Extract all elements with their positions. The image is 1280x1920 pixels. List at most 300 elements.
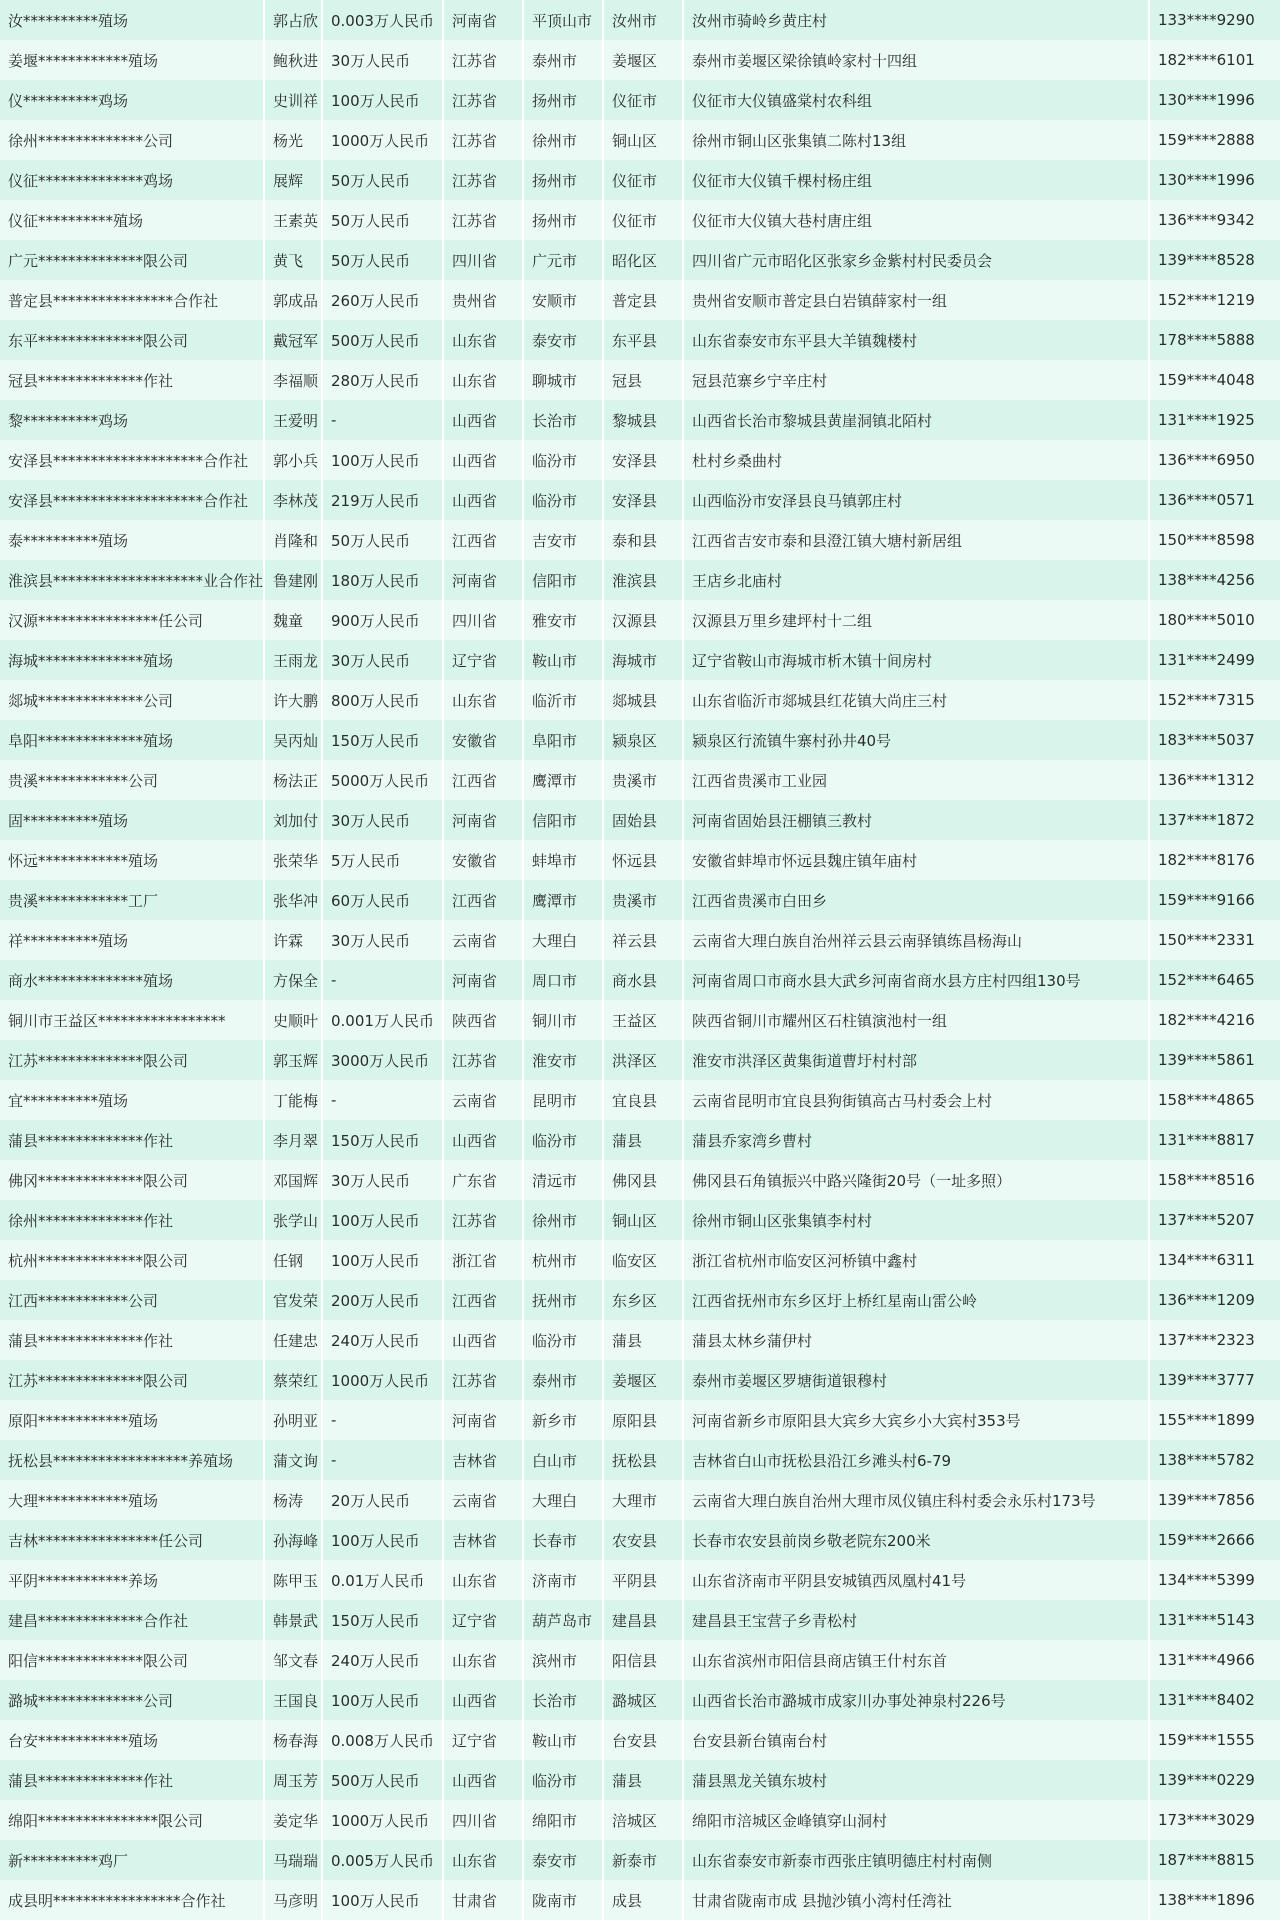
district-cell: 仪征市 (604, 160, 684, 200)
registered-capital-cell: 0.005万人民币 (323, 1840, 444, 1880)
phone-cell: 159****2888 (1150, 120, 1280, 160)
company-name-cell: 抚松县******************养殖场 (0, 1440, 265, 1480)
company-name-cell: 蒲县**************作社 (0, 1120, 265, 1160)
city-cell: 聊城市 (524, 360, 604, 400)
registered-capital-cell: 150万人民币 (323, 1120, 444, 1160)
registered-capital-cell: 30万人民币 (323, 40, 444, 80)
address-cell: 泰州市姜堰区梁徐镇岭家村十四组 (684, 40, 1150, 80)
province-cell: 江苏省 (444, 1200, 524, 1240)
phone-cell: 134****5399 (1150, 1560, 1280, 1600)
address-cell: 江西省贵溪市白田乡 (684, 880, 1150, 920)
table-row[interactable] (0, 360, 1280, 400)
address-cell: 浙江省杭州市临安区河桥镇中鑫村 (684, 1240, 1150, 1280)
table-row[interactable] (0, 0, 1280, 40)
company-name-cell: 新**********鸡厂 (0, 1840, 265, 1880)
address-cell: 泰州市姜堰区罗塘街道银穆村 (684, 1360, 1150, 1400)
province-cell: 广东省 (444, 1160, 524, 1200)
province-cell: 辽宁省 (444, 640, 524, 680)
company-name-cell: 佛冈**************限公司 (0, 1160, 265, 1200)
address-cell: 四川省广元市昭化区张家乡金紫村村民委员会 (684, 240, 1150, 280)
city-cell: 安顺市 (524, 280, 604, 320)
legal-person-cell: 郭玉辉 (265, 1040, 323, 1080)
legal-person-cell: 肖隆和 (265, 520, 323, 560)
city-cell: 长治市 (524, 400, 604, 440)
city-cell: 大理白 (524, 920, 604, 960)
table-row[interactable] (0, 920, 1280, 960)
table-row[interactable] (0, 1680, 1280, 1720)
province-cell: 山东省 (444, 320, 524, 360)
address-cell: 蒲县黑龙关镇东坡村 (684, 1760, 1150, 1800)
city-cell: 广元市 (524, 240, 604, 280)
registered-capital-cell: 240万人民币 (323, 1320, 444, 1360)
province-cell: 江苏省 (444, 200, 524, 240)
table-row[interactable] (0, 1200, 1280, 1240)
city-cell: 临汾市 (524, 480, 604, 520)
district-cell: 贵溪市 (604, 880, 684, 920)
table-row[interactable] (0, 320, 1280, 360)
table-row[interactable] (0, 1440, 1280, 1480)
address-cell: 江西省抚州市东乡区圩上桥红星南山雷公岭 (684, 1280, 1150, 1320)
table-row[interactable] (0, 1480, 1280, 1520)
table-row[interactable] (0, 480, 1280, 520)
city-cell: 鞍山市 (524, 640, 604, 680)
city-cell: 济南市 (524, 1560, 604, 1600)
district-cell: 东乡区 (604, 1280, 684, 1320)
city-cell: 扬州市 (524, 160, 604, 200)
district-cell: 海城市 (604, 640, 684, 680)
table-row[interactable] (0, 440, 1280, 480)
phone-cell: 134****6311 (1150, 1240, 1280, 1280)
table-row[interactable] (0, 120, 1280, 160)
company-name-cell: 姜堰************殖场 (0, 40, 265, 80)
company-name-cell: 仪征**************鸡场 (0, 160, 265, 200)
phone-cell: 131****1925 (1150, 400, 1280, 440)
registered-capital-cell: 1000万人民币 (323, 1360, 444, 1400)
phone-cell: 136****6950 (1150, 440, 1280, 480)
table-row[interactable] (0, 1280, 1280, 1320)
address-cell: 山西临汾市安泽县良马镇郭庄村 (684, 480, 1150, 520)
company-name-cell: 台安************殖场 (0, 1720, 265, 1760)
city-cell: 清远市 (524, 1160, 604, 1200)
table-row[interactable] (0, 240, 1280, 280)
city-cell: 信阳市 (524, 560, 604, 600)
company-name-cell: 徐州**************作社 (0, 1200, 265, 1240)
registered-capital-cell: - (323, 400, 444, 440)
table-row[interactable] (0, 1040, 1280, 1080)
company-name-cell: 仪征**********殖场 (0, 200, 265, 240)
company-name-cell: 平阴************养场 (0, 1560, 265, 1600)
registered-capital-cell: 50万人民币 (323, 520, 444, 560)
phone-cell: 138****5782 (1150, 1440, 1280, 1480)
province-cell: 江苏省 (444, 120, 524, 160)
province-cell: 吉林省 (444, 1520, 524, 1560)
province-cell: 山西省 (444, 440, 524, 480)
district-cell: 潞城区 (604, 1680, 684, 1720)
registered-capital-cell: 0.01万人民币 (323, 1560, 444, 1600)
phone-cell: 137****1872 (1150, 800, 1280, 840)
table-row[interactable] (0, 1160, 1280, 1200)
district-cell: 黎城县 (604, 400, 684, 440)
province-cell: 四川省 (444, 600, 524, 640)
table-row[interactable] (0, 560, 1280, 600)
phone-cell: 158****4865 (1150, 1080, 1280, 1120)
company-name-cell: 汝**********殖场 (0, 0, 265, 40)
province-cell: 江西省 (444, 520, 524, 560)
phone-cell: 139****5861 (1150, 1040, 1280, 1080)
legal-person-cell: 杨春海 (265, 1720, 323, 1760)
phone-cell: 131****8817 (1150, 1120, 1280, 1160)
phone-cell: 152****1219 (1150, 280, 1280, 320)
district-cell: 东平县 (604, 320, 684, 360)
table-row[interactable] (0, 880, 1280, 920)
city-cell: 铜川市 (524, 1000, 604, 1040)
province-cell: 江苏省 (444, 1040, 524, 1080)
province-cell: 辽宁省 (444, 1600, 524, 1640)
province-cell: 云南省 (444, 920, 524, 960)
address-cell: 江西省吉安市泰和县澄江镇大塘村新居组 (684, 520, 1150, 560)
legal-person-cell: 韩景武 (265, 1600, 323, 1640)
district-cell: 王益区 (604, 1000, 684, 1040)
province-cell: 江西省 (444, 760, 524, 800)
province-cell: 山东省 (444, 360, 524, 400)
registered-capital-cell: 800万人民币 (323, 680, 444, 720)
city-cell: 绵阳市 (524, 1800, 604, 1840)
city-cell: 长治市 (524, 1680, 604, 1720)
province-cell: 安徽省 (444, 720, 524, 760)
table-row[interactable] (0, 1400, 1280, 1440)
company-name-cell: 杭州**************限公司 (0, 1240, 265, 1280)
table-row[interactable] (0, 160, 1280, 200)
phone-cell: 136****1312 (1150, 760, 1280, 800)
phone-cell: 139****8528 (1150, 240, 1280, 280)
registered-capital-cell: 100万人民币 (323, 1880, 444, 1920)
table-row[interactable] (0, 400, 1280, 440)
registered-capital-cell: 20万人民币 (323, 1480, 444, 1520)
registered-capital-cell: 30万人民币 (323, 1160, 444, 1200)
company-name-cell: 郯城**************公司 (0, 680, 265, 720)
legal-person-cell: 史训祥 (265, 80, 323, 120)
district-cell: 祥云县 (604, 920, 684, 960)
district-cell: 汝州市 (604, 0, 684, 40)
table-row[interactable] (0, 760, 1280, 800)
registered-capital-cell: 219万人民币 (323, 480, 444, 520)
table-row[interactable] (0, 80, 1280, 120)
registered-capital-cell: 100万人民币 (323, 440, 444, 480)
district-cell: 姜堰区 (604, 1360, 684, 1400)
legal-person-cell: 王雨龙 (265, 640, 323, 680)
address-cell: 山东省泰安市东平县大羊镇魏楼村 (684, 320, 1150, 360)
table-row[interactable] (0, 1120, 1280, 1160)
province-cell: 江苏省 (444, 40, 524, 80)
registered-capital-cell: 100万人民币 (323, 1200, 444, 1240)
legal-person-cell: 黄飞 (265, 240, 323, 280)
table-row[interactable] (0, 1360, 1280, 1400)
city-cell: 泰安市 (524, 320, 604, 360)
city-cell: 新乡市 (524, 1400, 604, 1440)
district-cell: 临安区 (604, 1240, 684, 1280)
registered-capital-cell: - (323, 1080, 444, 1120)
district-cell: 原阳县 (604, 1400, 684, 1440)
registered-capital-cell: 150万人民币 (323, 1600, 444, 1640)
company-name-cell: 安泽县********************合作社 (0, 480, 265, 520)
legal-person-cell: 魏童 (265, 600, 323, 640)
district-cell: 冠县 (604, 360, 684, 400)
city-cell: 长春市 (524, 1520, 604, 1560)
company-name-cell: 冠县**************作社 (0, 360, 265, 400)
company-name-cell: 原阳************殖场 (0, 1400, 265, 1440)
city-cell: 滨州市 (524, 1640, 604, 1680)
phone-cell: 131****4966 (1150, 1640, 1280, 1680)
city-cell: 徐州市 (524, 1200, 604, 1240)
address-cell: 吉林省白山市抚松县沿江乡滩头村6-79 (684, 1440, 1150, 1480)
table-row[interactable] (0, 1880, 1280, 1920)
district-cell: 宜良县 (604, 1080, 684, 1120)
table-row[interactable] (0, 1720, 1280, 1760)
legal-person-cell: 吴丙灿 (265, 720, 323, 760)
province-cell: 河南省 (444, 1400, 524, 1440)
phone-cell: 159****9166 (1150, 880, 1280, 920)
table-row[interactable] (0, 1000, 1280, 1040)
company-name-cell: 大理************殖场 (0, 1480, 265, 1520)
table-row[interactable] (0, 200, 1280, 240)
province-cell: 山东省 (444, 680, 524, 720)
address-cell: 徐州市铜山区张集镇李村村 (684, 1200, 1150, 1240)
company-name-cell: 广元**************限公司 (0, 240, 265, 280)
phone-cell: 187****8815 (1150, 1840, 1280, 1880)
table-row[interactable] (0, 960, 1280, 1000)
province-cell: 山西省 (444, 1120, 524, 1160)
city-cell: 淮安市 (524, 1040, 604, 1080)
district-cell: 汉源县 (604, 600, 684, 640)
city-cell: 鹰潭市 (524, 880, 604, 920)
company-name-cell: 铜川市王益区***************** (0, 1000, 265, 1040)
district-cell: 新泰市 (604, 1840, 684, 1880)
table-row[interactable] (0, 840, 1280, 880)
table-row[interactable] (0, 1760, 1280, 1800)
table-row[interactable] (0, 1080, 1280, 1120)
province-cell: 陕西省 (444, 1000, 524, 1040)
district-cell: 建昌县 (604, 1600, 684, 1640)
city-cell: 蚌埠市 (524, 840, 604, 880)
table-row[interactable] (0, 280, 1280, 320)
phone-cell: 136****0571 (1150, 480, 1280, 520)
legal-person-cell: 蒲文询 (265, 1440, 323, 1480)
address-cell: 山东省泰安市新泰市西张庄镇明德庄村村南侧 (684, 1840, 1150, 1880)
address-cell: 汝州市骑岭乡黄庄村 (684, 0, 1150, 40)
phone-cell: 152****6465 (1150, 960, 1280, 1000)
province-cell: 江苏省 (444, 160, 524, 200)
address-cell: 仪征市大仪镇千棵村杨庄组 (684, 160, 1150, 200)
registered-capital-cell: 30万人民币 (323, 920, 444, 960)
company-name-cell: 贵溪************公司 (0, 760, 265, 800)
city-cell: 泰州市 (524, 40, 604, 80)
city-cell: 徐州市 (524, 120, 604, 160)
address-cell: 云南省大理白族自治州祥云县云南驿镇练昌杨海山 (684, 920, 1150, 960)
address-cell: 颍泉区行流镇牛寨村孙井40号 (684, 720, 1150, 760)
address-cell: 建昌县王宝营子乡青松村 (684, 1600, 1150, 1640)
district-cell: 普定县 (604, 280, 684, 320)
province-cell: 四川省 (444, 240, 524, 280)
legal-person-cell: 邓国辉 (265, 1160, 323, 1200)
district-cell: 台安县 (604, 1720, 684, 1760)
table-row[interactable] (0, 520, 1280, 560)
registered-capital-cell: 0.003万人民币 (323, 0, 444, 40)
province-cell: 山东省 (444, 1640, 524, 1680)
company-name-cell: 商水**************殖场 (0, 960, 265, 1000)
table-row[interactable] (0, 1520, 1280, 1560)
district-cell: 郯城县 (604, 680, 684, 720)
legal-person-cell: 王国良 (265, 1680, 323, 1720)
table-row[interactable] (0, 640, 1280, 680)
table-row[interactable] (0, 1640, 1280, 1680)
province-cell: 河南省 (444, 0, 524, 40)
legal-person-cell: 姜定华 (265, 1800, 323, 1840)
table-row[interactable] (0, 1320, 1280, 1360)
phone-cell: 173****3029 (1150, 1800, 1280, 1840)
city-cell: 陇南市 (524, 1880, 604, 1920)
phone-cell: 183****5037 (1150, 720, 1280, 760)
district-cell: 成县 (604, 1880, 684, 1920)
phone-cell: 131****5143 (1150, 1600, 1280, 1640)
district-cell: 阳信县 (604, 1640, 684, 1680)
registered-capital-cell: 100万人民币 (323, 1520, 444, 1560)
company-name-cell: 阜阳**************殖场 (0, 720, 265, 760)
address-cell: 贵州省安顺市普定县白岩镇薛家村一组 (684, 280, 1150, 320)
legal-person-cell: 李林茂 (265, 480, 323, 520)
district-cell: 商水县 (604, 960, 684, 1000)
district-cell: 贵溪市 (604, 760, 684, 800)
table-row[interactable] (0, 600, 1280, 640)
city-cell: 抚州市 (524, 1280, 604, 1320)
legal-person-cell: 展辉 (265, 160, 323, 200)
table-row[interactable] (0, 1600, 1280, 1640)
province-cell: 山东省 (444, 1840, 524, 1880)
registered-capital-cell: 0.001万人民币 (323, 1000, 444, 1040)
company-name-cell: 黎**********鸡场 (0, 400, 265, 440)
district-cell: 固始县 (604, 800, 684, 840)
city-cell: 吉安市 (524, 520, 604, 560)
province-cell: 江苏省 (444, 80, 524, 120)
company-name-cell: 潞城**************公司 (0, 1680, 265, 1720)
legal-person-cell: 鲍秋进 (265, 40, 323, 80)
province-cell: 江西省 (444, 880, 524, 920)
company-name-cell: 淮滨县********************业合作社 (0, 560, 265, 600)
phone-cell: 158****8516 (1150, 1160, 1280, 1200)
city-cell: 平顶山市 (524, 0, 604, 40)
address-cell: 甘肃省陇南市成 县抛沙镇小湾村任湾社 (684, 1880, 1150, 1920)
table-row[interactable] (0, 1240, 1280, 1280)
table-row[interactable] (0, 40, 1280, 80)
registered-capital-cell: 30万人民币 (323, 800, 444, 840)
legal-person-cell: 郭小兵 (265, 440, 323, 480)
phone-cell: 182****8176 (1150, 840, 1280, 880)
district-cell: 大理市 (604, 1480, 684, 1520)
address-cell: 佛冈县石角镇振兴中路兴隆街20号（一址多照） (684, 1160, 1150, 1200)
legal-person-cell: 许大鹏 (265, 680, 323, 720)
phone-cell: 139****0229 (1150, 1760, 1280, 1800)
registered-capital-cell: 5000万人民币 (323, 760, 444, 800)
city-cell: 大理白 (524, 1480, 604, 1520)
table-row[interactable] (0, 1800, 1280, 1840)
district-cell: 蒲县 (604, 1320, 684, 1360)
address-cell: 江西省贵溪市工业园 (684, 760, 1150, 800)
city-cell: 昆明市 (524, 1080, 604, 1120)
registered-capital-cell: - (323, 960, 444, 1000)
district-cell: 铜山区 (604, 120, 684, 160)
company-name-cell: 泰**********殖场 (0, 520, 265, 560)
legal-person-cell: 郭成品 (265, 280, 323, 320)
company-name-cell: 阳信**************限公司 (0, 1640, 265, 1680)
company-name-cell: 蒲县**************作社 (0, 1760, 265, 1800)
registered-capital-cell: 100万人民币 (323, 1240, 444, 1280)
address-cell: 绵阳市涪城区金峰镇穿山洞村 (684, 1800, 1150, 1840)
table-row[interactable] (0, 720, 1280, 760)
legal-person-cell: 李福顺 (265, 360, 323, 400)
district-cell: 仪征市 (604, 200, 684, 240)
city-cell: 鹰潭市 (524, 760, 604, 800)
company-name-cell: 仪**********鸡场 (0, 80, 265, 120)
address-cell: 汉源县万里乡建坪村十二组 (684, 600, 1150, 640)
phone-cell: 138****1896 (1150, 1880, 1280, 1920)
province-cell: 江西省 (444, 1280, 524, 1320)
province-cell: 贵州省 (444, 280, 524, 320)
phone-cell: 130****1996 (1150, 160, 1280, 200)
phone-cell: 138****4256 (1150, 560, 1280, 600)
district-cell: 泰和县 (604, 520, 684, 560)
table-row[interactable] (0, 1560, 1280, 1600)
district-cell: 涪城区 (604, 1800, 684, 1840)
city-cell: 白山市 (524, 1440, 604, 1480)
phone-cell: 152****7315 (1150, 680, 1280, 720)
legal-person-cell: 邹文春 (265, 1640, 323, 1680)
address-cell: 冠县范寨乡宁辛庄村 (684, 360, 1150, 400)
city-cell: 周口市 (524, 960, 604, 1000)
registered-capital-cell: 100万人民币 (323, 80, 444, 120)
company-name-cell: 海城**************殖场 (0, 640, 265, 680)
table-row[interactable] (0, 680, 1280, 720)
legal-person-cell: 张荣华 (265, 840, 323, 880)
legal-person-cell: 杨涛 (265, 1480, 323, 1520)
province-cell: 辽宁省 (444, 1720, 524, 1760)
address-cell: 河南省新乡市原阳县大宾乡大宾乡小大宾村353号 (684, 1400, 1150, 1440)
registered-capital-cell: 0.008万人民币 (323, 1720, 444, 1760)
company-name-cell: 江苏**************限公司 (0, 1040, 265, 1080)
phone-cell: 159****1555 (1150, 1720, 1280, 1760)
city-cell: 鞍山市 (524, 1720, 604, 1760)
district-cell: 安泽县 (604, 440, 684, 480)
district-cell: 佛冈县 (604, 1160, 684, 1200)
registered-capital-cell: 900万人民币 (323, 600, 444, 640)
legal-person-cell: 孙海峰 (265, 1520, 323, 1560)
company-name-cell: 宜**********殖场 (0, 1080, 265, 1120)
address-cell: 仪征市大仪镇盛棠村农科组 (684, 80, 1150, 120)
province-cell: 江苏省 (444, 1360, 524, 1400)
registered-capital-cell: 180万人民币 (323, 560, 444, 600)
address-cell: 仪征市大仪镇大巷村唐庄组 (684, 200, 1150, 240)
table-row[interactable] (0, 800, 1280, 840)
legal-person-cell: 戴冠军 (265, 320, 323, 360)
company-name-cell: 普定县****************合作社 (0, 280, 265, 320)
table-row[interactable] (0, 1840, 1280, 1880)
province-cell: 山东省 (444, 1560, 524, 1600)
province-cell: 云南省 (444, 1480, 524, 1520)
address-cell: 王店乡北庙村 (684, 560, 1150, 600)
legal-person-cell: 官发荣 (265, 1280, 323, 1320)
legal-person-cell: 蔡荣红 (265, 1360, 323, 1400)
legal-person-cell: 许霖 (265, 920, 323, 960)
district-cell: 铜山区 (604, 1200, 684, 1240)
registered-capital-cell: 240万人民币 (323, 1640, 444, 1680)
